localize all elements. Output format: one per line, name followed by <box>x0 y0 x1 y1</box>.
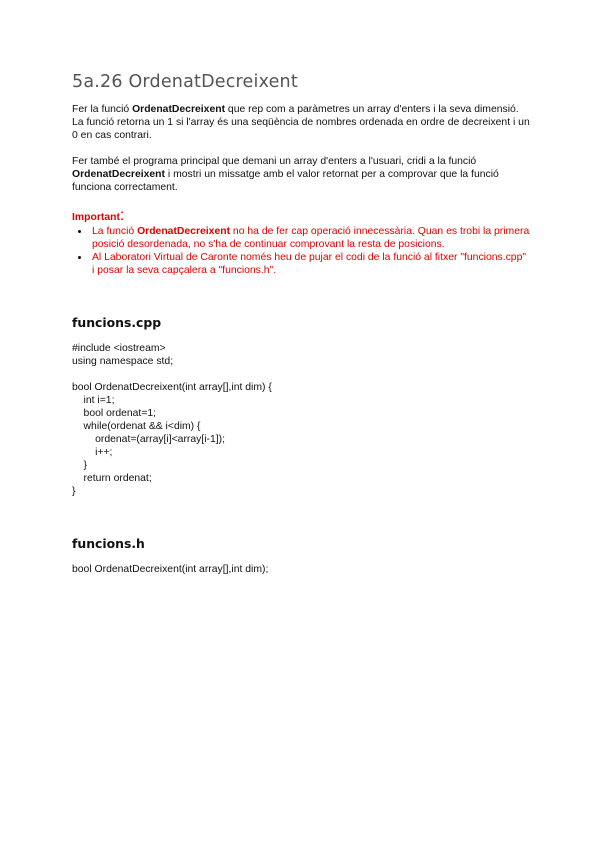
main-program-paragraph <box>72 155 530 194</box>
important-item-1-bold: OrdenatDecreixent <box>137 226 231 237</box>
main-program-text-post: i mostri un missatge amb el valor retornat per a comprovar que la funció funciona correctament. <box>72 169 499 193</box>
important-block <box>72 207 530 277</box>
code-line: return ordenat; <box>72 473 152 484</box>
description-text-post: que rep com a paràmetres un array d'enters i la seva dimensió. La funció retorna un 1 si l'array és una seqüència de nombres ordenada en ordre de decreixent i un 0 en cas contrari. <box>72 104 530 141</box>
code-line: } <box>72 486 76 497</box>
function-name-bold: OrdenatDecreixent <box>72 169 165 180</box>
important-item-1-pre: La funció <box>92 226 138 237</box>
code-line: int i=1; <box>72 395 115 406</box>
important-colon: : <box>119 207 125 224</box>
function-name-bold: OrdenatDecreixent <box>132 104 226 115</box>
code-block-funcions-h <box>72 563 530 576</box>
code-block-funcions-cpp <box>72 342 530 498</box>
section-heading-funcions-cpp: funcions.cpp <box>72 315 162 330</box>
important-label: Important <box>72 212 120 223</box>
code-line: while(ordenat && i<dim) { <box>72 421 201 432</box>
section-heading-funcions-h: funcions.h <box>72 536 145 551</box>
important-list <box>72 225 530 277</box>
important-item-2: • Al Laboratori Virtual de Caronte només heu de pujar el codi de la funció al fitxer "funcions.cpp" i posar la seva capçalera a "funcions.h". <box>90 251 530 277</box>
code-line: bool OrdenatDecreixent(int array[],int dim); <box>72 564 269 575</box>
important-item-1 <box>90 225 530 251</box>
code-line <box>72 368 530 381</box>
important-heading <box>72 207 530 225</box>
code-line: } <box>72 460 88 471</box>
code-line: bool ordenat=1; <box>72 408 157 419</box>
page-title: 5a.26 OrdenatDecreixent <box>72 72 298 92</box>
code-line: using namespace std; <box>72 356 174 367</box>
code-line: i++; <box>72 447 113 458</box>
code-line: ordenat=(array[i]<array[i-1]); <box>72 434 226 445</box>
description-text-pre: Fer la funció <box>72 104 133 115</box>
main-program-text-pre: Fer també el programa principal que demani un array d'enters a l'usuari, cridi a la funció <box>72 156 477 167</box>
description-paragraph <box>72 103 530 142</box>
important-item-1-post: no ha de fer cap operació innecessària. Quan es trobi la primera posició desordenada, no s'ha de continuar comprovant la resta de posicions. <box>92 226 530 250</box>
code-line: #include <iostream> <box>72 343 166 354</box>
code-line: bool OrdenatDecreixent(int array[],int dim) { <box>72 382 272 393</box>
